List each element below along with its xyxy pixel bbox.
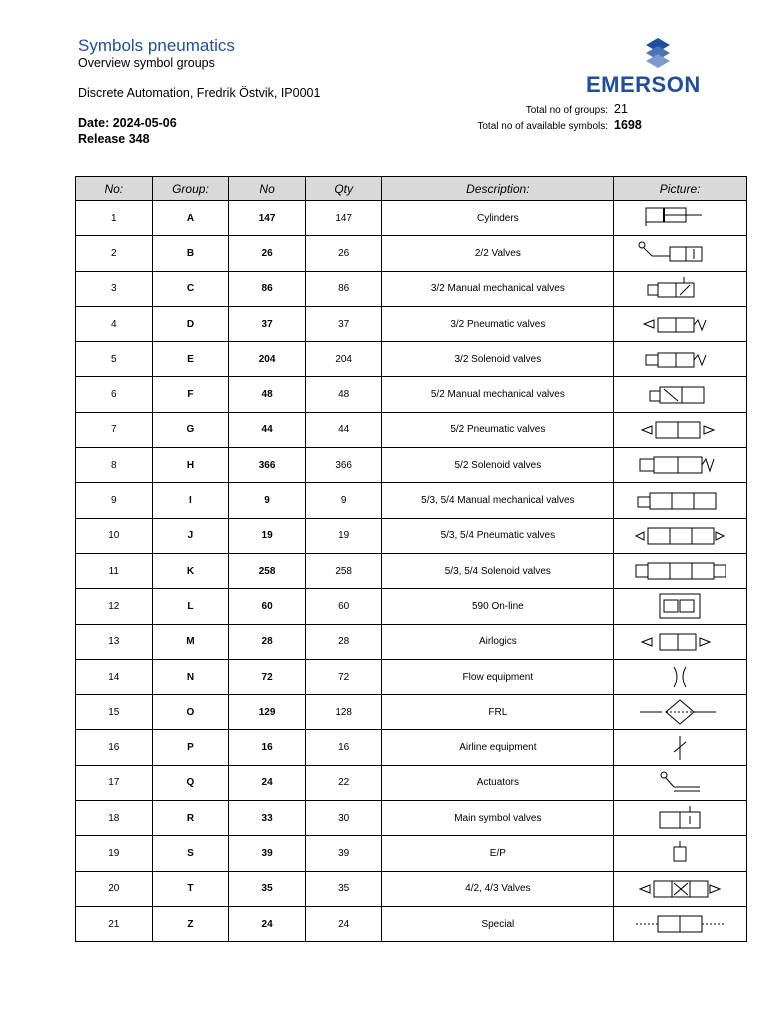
cell-description: Main symbol valves xyxy=(382,801,614,836)
cell-no: 8 xyxy=(76,448,153,483)
cell-no: 13 xyxy=(76,624,153,659)
cell-group: K xyxy=(152,553,229,588)
table-row xyxy=(76,412,747,447)
cell-qty: 48 xyxy=(305,377,382,412)
cell-picture xyxy=(614,412,747,447)
cell-picture xyxy=(614,624,747,659)
table-row xyxy=(76,271,747,306)
cell-no: 6 xyxy=(76,377,153,412)
cell-picture xyxy=(614,448,747,483)
cell-group: C xyxy=(152,271,229,306)
cell-qty: 35 xyxy=(305,871,382,906)
cell-qty: 204 xyxy=(305,342,382,377)
cell-qty: 86 xyxy=(305,271,382,306)
cell-qty: 44 xyxy=(305,412,382,447)
cell-count: 60 xyxy=(229,589,306,624)
cell-description: Flow equipment xyxy=(382,659,614,694)
cell-description: 3/2 Solenoid valves xyxy=(382,342,614,377)
cell-description: Actuators xyxy=(382,765,614,800)
table-row xyxy=(76,377,747,412)
cell-picture xyxy=(614,518,747,553)
cell-group: O xyxy=(152,695,229,730)
table-row xyxy=(76,236,747,271)
cell-no: 16 xyxy=(76,730,153,765)
table-row xyxy=(76,342,747,377)
total-symbols-label: Total no of available symbols: xyxy=(477,121,608,132)
cell-group: A xyxy=(152,201,229,236)
cell-group: D xyxy=(152,306,229,341)
cell-count: 39 xyxy=(229,836,306,871)
manual-valve-5-2-icon xyxy=(634,381,726,409)
cell-no: 14 xyxy=(76,659,153,694)
cell-group: Q xyxy=(152,765,229,800)
cell-count: 16 xyxy=(229,730,306,765)
symbol-groups-table xyxy=(75,176,747,942)
table-header-row xyxy=(76,177,747,201)
cell-qty: 24 xyxy=(305,906,382,941)
cell-count: 28 xyxy=(229,624,306,659)
cell-count: 26 xyxy=(229,236,306,271)
cell-qty: 22 xyxy=(305,765,382,800)
cell-group: N xyxy=(152,659,229,694)
column-header-no: No: xyxy=(76,177,153,201)
cell-group: P xyxy=(152,730,229,765)
cell-no: 11 xyxy=(76,553,153,588)
pneumatic-valve-3-2-icon xyxy=(634,310,726,338)
cell-picture xyxy=(614,236,747,271)
cell-no: 5 xyxy=(76,342,153,377)
pneumatic-valve-5-3-icon xyxy=(634,522,726,550)
pneumatic-valve-5-2-icon xyxy=(634,416,726,444)
cell-no: 4 xyxy=(76,306,153,341)
cell-description: Airline equipment xyxy=(382,730,614,765)
cell-no: 3 xyxy=(76,271,153,306)
cell-qty: 60 xyxy=(305,589,382,624)
cylinder-icon xyxy=(634,204,726,232)
cell-no: 2 xyxy=(76,236,153,271)
cell-count: 129 xyxy=(229,695,306,730)
cell-description: 5/3, 5/4 Solenoid valves xyxy=(382,553,614,588)
cell-count: 24 xyxy=(229,906,306,941)
cell-description: 3/2 Manual mechanical valves xyxy=(382,271,614,306)
cell-qty: 28 xyxy=(305,624,382,659)
cell-picture xyxy=(614,659,747,694)
cell-picture xyxy=(614,377,747,412)
valve-2-2-icon xyxy=(634,239,726,267)
table-row xyxy=(76,306,747,341)
cell-count: 258 xyxy=(229,553,306,588)
actuator-icon xyxy=(634,769,726,797)
cell-count: 19 xyxy=(229,518,306,553)
cell-description: 5/2 Solenoid valves xyxy=(382,448,614,483)
cell-description: 5/3, 5/4 Manual mechanical valves xyxy=(382,483,614,518)
document-title: Symbols pneumatics xyxy=(78,36,235,55)
main-symbol-valve-icon xyxy=(634,804,726,832)
cell-no: 12 xyxy=(76,589,153,624)
cell-count: 366 xyxy=(229,448,306,483)
cell-picture xyxy=(614,801,747,836)
cell-picture xyxy=(614,765,747,800)
cell-count: 204 xyxy=(229,342,306,377)
column-header-count: No xyxy=(229,177,306,201)
cell-qty: 16 xyxy=(305,730,382,765)
cell-count: 86 xyxy=(229,271,306,306)
airline-equipment-icon xyxy=(634,734,726,762)
emerson-logo-text: EMERSON xyxy=(586,72,701,97)
cell-description: 5/2 Pneumatic valves xyxy=(382,412,614,447)
cell-description: 5/2 Manual mechanical valves xyxy=(382,377,614,412)
cell-picture xyxy=(614,871,747,906)
cell-description: Special xyxy=(382,906,614,941)
cell-qty: 9 xyxy=(305,483,382,518)
table-row xyxy=(76,659,747,694)
cell-qty: 30 xyxy=(305,801,382,836)
cell-picture xyxy=(614,306,747,341)
cell-qty: 26 xyxy=(305,236,382,271)
valve-4-3-icon xyxy=(634,875,726,903)
cell-group: I xyxy=(152,483,229,518)
cell-no: 18 xyxy=(76,801,153,836)
table-row xyxy=(76,871,747,906)
author-line: Discrete Automation, Fredrik Östvik, IP0001 xyxy=(78,86,321,100)
ep-converter-icon xyxy=(634,839,726,867)
table-row xyxy=(76,906,747,941)
manual-valve-5-3-icon xyxy=(634,487,726,515)
total-symbols-value: 1698 xyxy=(614,118,642,132)
airlogics-icon xyxy=(634,628,726,656)
solenoid-valve-5-3-icon xyxy=(634,557,726,585)
cell-picture xyxy=(614,906,747,941)
column-header-picture: Picture: xyxy=(614,177,747,201)
release-line: Release 348 xyxy=(78,132,150,146)
cell-picture xyxy=(614,201,747,236)
cell-no: 10 xyxy=(76,518,153,553)
cell-group: T xyxy=(152,871,229,906)
solenoid-valve-3-2-icon xyxy=(634,345,726,373)
table-row xyxy=(76,518,747,553)
total-groups-value: 21 xyxy=(614,102,628,116)
special-icon xyxy=(634,910,726,938)
cell-count: 72 xyxy=(229,659,306,694)
column-header-description: Description: xyxy=(382,177,614,201)
cell-group: S xyxy=(152,836,229,871)
date-line: Date: 2024-05-06 xyxy=(78,116,177,130)
cell-count: 44 xyxy=(229,412,306,447)
table-row xyxy=(76,730,747,765)
column-header-qty: Qty xyxy=(305,177,382,201)
cell-no: 15 xyxy=(76,695,153,730)
cell-qty: 19 xyxy=(305,518,382,553)
cell-count: 48 xyxy=(229,377,306,412)
cell-group: F xyxy=(152,377,229,412)
cell-qty: 37 xyxy=(305,306,382,341)
cell-picture xyxy=(614,695,747,730)
cell-count: 9 xyxy=(229,483,306,518)
table-row xyxy=(76,624,747,659)
cell-description: Airlogics xyxy=(382,624,614,659)
table-row xyxy=(76,589,747,624)
cell-qty: 147 xyxy=(305,201,382,236)
cell-qty: 366 xyxy=(305,448,382,483)
cell-no: 20 xyxy=(76,871,153,906)
table-row xyxy=(76,836,747,871)
cell-qty: 72 xyxy=(305,659,382,694)
cell-picture xyxy=(614,553,747,588)
cell-group: M xyxy=(152,624,229,659)
manual-valve-3-2-icon xyxy=(634,275,726,303)
table-row xyxy=(76,483,747,518)
cell-no: 19 xyxy=(76,836,153,871)
cell-group: Z xyxy=(152,906,229,941)
cell-description: 2/2 Valves xyxy=(382,236,614,271)
cell-qty: 258 xyxy=(305,553,382,588)
frl-icon xyxy=(634,698,726,726)
cell-qty: 128 xyxy=(305,695,382,730)
cell-count: 24 xyxy=(229,765,306,800)
emerson-logo xyxy=(586,38,736,98)
solenoid-valve-5-2-icon xyxy=(634,451,726,479)
cell-qty: 39 xyxy=(305,836,382,871)
cell-no: 21 xyxy=(76,906,153,941)
cell-description: 3/2 Pneumatic valves xyxy=(382,306,614,341)
total-groups-label: Total no of groups: xyxy=(525,105,608,116)
cell-group: B xyxy=(152,236,229,271)
cell-group: L xyxy=(152,589,229,624)
cell-no: 7 xyxy=(76,412,153,447)
cell-count: 37 xyxy=(229,306,306,341)
flow-equipment-icon xyxy=(634,663,726,691)
cell-description: FRL xyxy=(382,695,614,730)
table-row xyxy=(76,448,747,483)
cell-no: 1 xyxy=(76,201,153,236)
column-header-group: Group: xyxy=(152,177,229,201)
cell-count: 147 xyxy=(229,201,306,236)
table-row xyxy=(76,801,747,836)
cell-group: H xyxy=(152,448,229,483)
cell-group: E xyxy=(152,342,229,377)
cell-picture xyxy=(614,483,747,518)
cell-no: 9 xyxy=(76,483,153,518)
table-row xyxy=(76,765,747,800)
cell-no: 17 xyxy=(76,765,153,800)
cell-description: 590 On-line xyxy=(382,589,614,624)
cell-picture xyxy=(614,836,747,871)
cell-group: R xyxy=(152,801,229,836)
table-row xyxy=(76,201,747,236)
cell-description: Cylinders xyxy=(382,201,614,236)
cell-count: 35 xyxy=(229,871,306,906)
online-590-icon xyxy=(634,592,726,620)
table-row xyxy=(76,695,747,730)
cell-picture xyxy=(614,271,747,306)
cell-description: E/P xyxy=(382,836,614,871)
totals-block xyxy=(477,101,644,133)
cell-group: J xyxy=(152,518,229,553)
cell-description: 5/3, 5/4 Pneumatic valves xyxy=(382,518,614,553)
cell-description: 4/2, 4/3 Valves xyxy=(382,871,614,906)
cell-picture xyxy=(614,342,747,377)
cell-picture xyxy=(614,589,747,624)
cell-count: 33 xyxy=(229,801,306,836)
emerson-logo-mark-icon xyxy=(640,38,676,72)
document-subtitle: Overview symbol groups xyxy=(78,56,215,70)
cell-picture xyxy=(614,730,747,765)
table-row xyxy=(76,553,747,588)
cell-group: G xyxy=(152,412,229,447)
